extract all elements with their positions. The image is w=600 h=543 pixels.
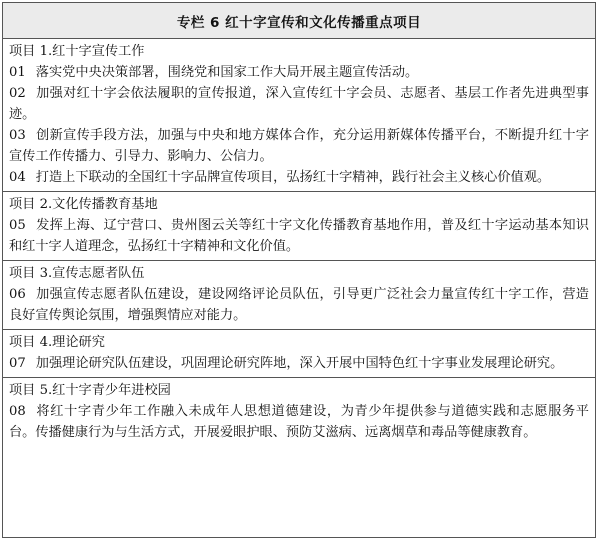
item-text: 创新宣传手段方法，加强与中央和地方媒体合作，充分运用新媒体传播平台，不断提升红十字宣传工作传播力、引导力、影响力、公信力。 <box>9 128 589 164</box>
section-publicity <box>3 39 595 192</box>
list-item <box>9 353 589 374</box>
item-number: 03 <box>9 128 26 143</box>
item-text: 加强对红十字会依法履职的宣传报道，深入宣传红十字会员、志愿者、基层工作者先进典型事迹。 <box>9 86 589 122</box>
section-youth-campus <box>3 378 595 446</box>
item-number: 07 <box>9 356 26 371</box>
item-text: 加强理论研究队伍建设，巩固理论研究阵地，深入开展中国特色红十字事业发展理论研究。 <box>35 356 564 371</box>
item-text: 加强宣传志愿者队伍建设，建设网络评论员队伍，引导更广泛社会力量宣传红十字工作，营造良好宣传舆论氛围，增强舆情应对能力。 <box>9 287 589 323</box>
section-title: 项目 4.理论研究 <box>9 335 105 350</box>
item-text: 发挥上海、辽宁营口、贵州图云关等红十字文化传播教育基地作用，普及红十字运动基本知识和红十字人道理念，弘扬红十字精神和文化价值。 <box>9 218 589 254</box>
item-number: 04 <box>9 170 26 185</box>
list-item <box>9 215 589 257</box>
section-education-base <box>3 192 595 261</box>
item-number: 01 <box>9 65 26 80</box>
item-number: 05 <box>9 218 26 233</box>
list-item <box>9 284 589 326</box>
section-volunteers <box>3 261 595 330</box>
item-text: 打造上下联动的全国红十字品牌宣传项目，弘扬红十字精神，践行社会主义核心价值观。 <box>35 170 551 185</box>
section-title: 项目 3.宣传志愿者队伍 <box>9 266 145 281</box>
list-item <box>9 167 589 188</box>
list-item <box>9 62 589 83</box>
item-number: 06 <box>9 287 26 302</box>
item-number: 08 <box>9 404 26 419</box>
section-theory-research <box>3 330 595 378</box>
section-title: 项目 1.红十字宣传工作 <box>9 44 145 59</box>
list-item <box>9 401 589 443</box>
feature-box <box>2 2 596 538</box>
box-title: 专栏 6 红十字宣传和文化传播重点项目 <box>3 3 595 39</box>
section-title: 项目 5.红十字青少年进校园 <box>9 383 171 398</box>
list-item <box>9 125 589 167</box>
item-number: 02 <box>9 86 26 101</box>
item-text: 落实党中央决策部署，围绕党和国家工作大局开展主题宣传活动。 <box>35 65 419 80</box>
section-title: 项目 2.文化传播教育基地 <box>9 197 158 212</box>
list-item <box>9 83 589 125</box>
item-text: 将红十字青少年工作融入未成年人思想道德建设，为青少年提供参与道德实践和志愿服务平台。传播健康行为与生活方式，开展爱眼护眼、预防艾滋病、远离烟草和毒品等健康教育。 <box>9 404 589 440</box>
